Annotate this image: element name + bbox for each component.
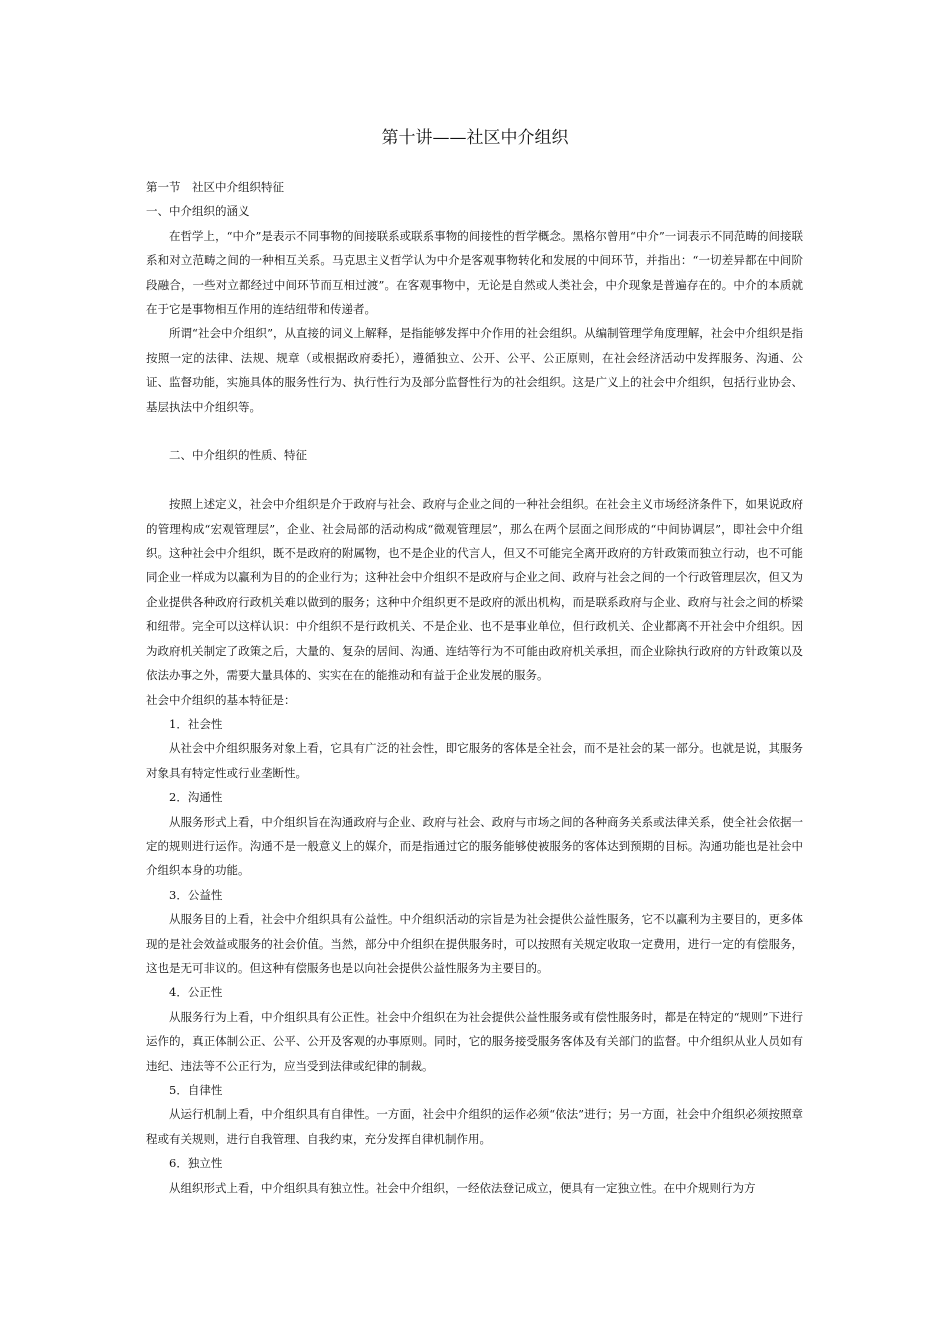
- feature-text: 从社会中介组织服务对象上看，它具有广泛的社会性，即它服务的客体是全社会，而不是社会的某一部分。也就是说，其服务对象具有特定性或行业垄断性。: [146, 741, 803, 780]
- heading-nature: 二、中介组织的性质、特征: [169, 448, 307, 463]
- feature-label: 1．社会性: [169, 716, 223, 731]
- feature-label: 3．公益性: [169, 887, 223, 902]
- feature-text: 从运行机制上看，中介组织具有自律性。一方面，社会中介组织的运作必须“依法”进行；另一方面，社会中介组织必须按照章程或有关规则，进行自我管理、自我约束，充分发挥自律机制作用。: [146, 1107, 803, 1146]
- feature-text: 从服务目的上看，社会中介组织具有公益性。中介组织活动的宗旨是为社会提供公益性服务，它不以赢利为主要目的，更多体现的是社会效益或服务的社会价值。当然，部分中介组织在提供服务时，可以按照有关规定收取一定费用，进行一定的有偿服务，这也是无可非议的。但这种有偿服务也是以向社会提供公益性服务为主要目的。: [146, 912, 803, 975]
- spacer: [146, 468, 803, 492]
- feature-text: 从服务行为上看，中介组织具有公正性。社会中介组织在为社会提供公益性服务或有偿性服务时，都是在特定的“规则”下进行运作的，真正体制公正、公平、公开及客观的办事原则。同时，它的服务接受服务客体及有关部门的监督。中介组织从业人员如有违纪、违法等不公正行为，应当受到法律或纪律的制裁。: [146, 1009, 803, 1073]
- feature-label: 6．独立性: [169, 1156, 223, 1171]
- feature-label: 5．自律性: [169, 1083, 223, 1097]
- heading-definition: 一、中介组织的涵义: [146, 204, 250, 219]
- feature-label: 4．公正性: [169, 985, 223, 1000]
- paragraph-philosophy: 在哲学上，“中介”是表示不同事物的间接联系或联系事物的间接性的哲学概念。黑格尔曾用“中介”一词表示不同范畴的间接联系和对立范畴之间的一种相互关系。马克思主义哲学认为中介是客观事物转化和发展的中间环节，并指出：“一切差异都在中间阶段融合，一些对立都经过中间环节而互相过渡”。在客观事物中，无论是自然或人类社会，中介现象是普遍存在的。中介的本质就在于它是事物相互作用的连结纽带和传递者。: [146, 228, 803, 317]
- feature-label: 2．沟通性: [169, 790, 223, 805]
- section-heading: 第一节 社区中介组织特征: [146, 180, 284, 194]
- feature-text: 从组织形式上看，中介组织具有独立性。社会中介组织，一经依法登记成立，便具有一定独立性。在中介规则行为方: [169, 1180, 756, 1195]
- paragraph-features-intro: 社会中介组织的基本特征是：: [146, 692, 296, 707]
- paragraph-nature: 按照上述定义，社会中介组织是介于政府与社会、政府与企业之间的一种社会组织。在社会主义市场经济条件下，如果说政府的管理构成“宏观管理层”，企业、社会局部的活动构成“微观管理层”，那么在两个层面之间形成的“中间协调层”，即社会中介组织。这种社会中介组织，既不是政府的附属物，也不是企业的代言人，但又不可能完全离开政府的方针政策而独立行动，也不可能同企业一样成为以赢利为目的的企业行为；这种社会中介组织不是政府与企业之间、政府与社会之间的一个行政管理层次，但又为企业提供各种政府行政机关难以做到的服务；这种中介组织更不是政府的派出机构，而是联系政府与企业、政府与社会之间的桥梁和纽带。完全可以这样认识：中介组织不是行政机关、不是企业、也不是事业单位，但行政机关、企业都离不开社会中介组织。因为政府机关制定了政策之后，大量的、复杂的居间、沟通、连结等行为不可能由政府机关承担，而企业除执行政府的方针政策以及依法办事之外，需要大量具体的、实实在在的能推动和有益于企业发展的服务。: [146, 497, 803, 683]
- spacer: [146, 419, 803, 443]
- feature-text: 从服务形式上看，中介组织旨在沟通政府与企业、政府与社会、政府与市场之间的各种商务关系或法律关系，使全社会依据一定的规则进行运作。沟通不是一般意义上的媒介，而是指通过它的服务能够使被服务的客体达到预期的目标。沟通功能也是社会中介组织本身的功能。: [146, 814, 803, 878]
- paragraph-definition: 所谓“社会中介组织”，从直接的词义上解释，是指能够发挥中介作用的社会组织。从编制管理学角度理解，社会中介组织是指按照一定的法律、法规、规章（或根据政府委托），遵循独立、公开、公平、公正原则，在社会经济活动中发挥服务、沟通、公证、监督功能，实施具体的服务性行为、执行性行为及部分监督性行为的社会组织。这是广义上的社会中介组织，包括行业协会、基层执法中介组织等。: [146, 326, 803, 414]
- document-body: [146, 175, 803, 1200]
- document-title: 第十讲——社区中介组织: [381, 128, 569, 148]
